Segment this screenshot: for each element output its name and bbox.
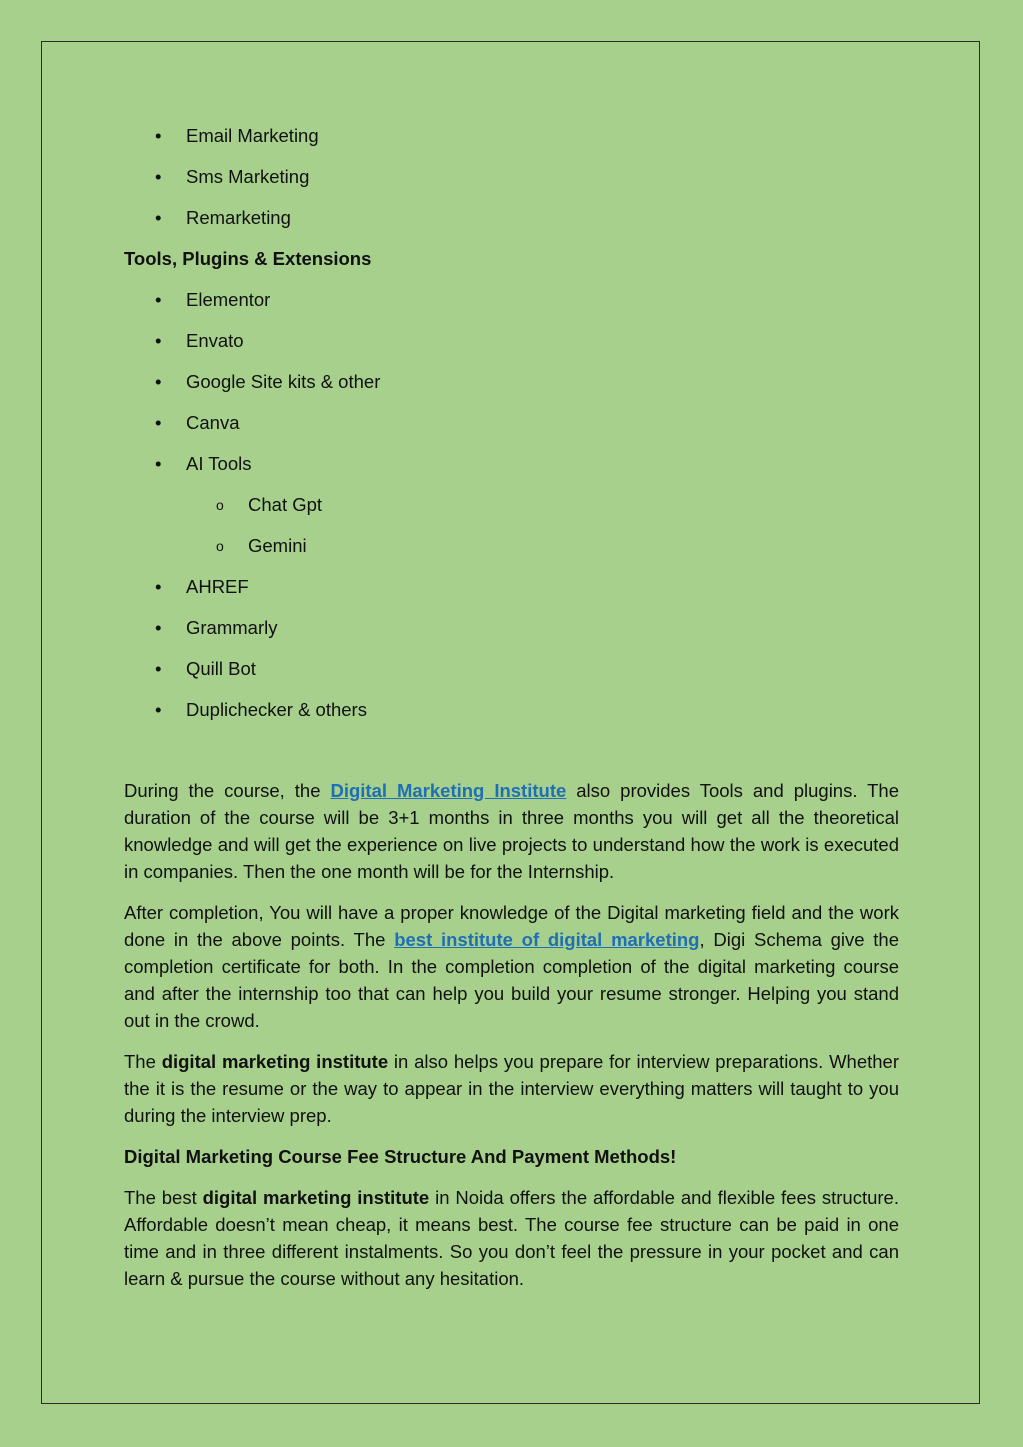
list-item-text: • Email Marketing [186, 125, 319, 146]
list-item-text: • Duplichecker & others [186, 699, 367, 720]
list-item-text: • Google Site kits & other [186, 371, 380, 392]
paragraph-text: During the course, the [124, 780, 331, 801]
document-content [124, 122, 899, 1306]
paragraph-text: , Digi Schema give the completion certificate for both. In the completion completion of the digital marketing course and after the internship too that can help you build your resume stronger. Helping you stand out in the crowd. [124, 929, 900, 1031]
list-item [124, 696, 899, 723]
paragraph-fees [124, 1184, 899, 1292]
paragraph-text: After completion, You will have a proper knowledge of the Digital marketing field and the work done in the above points. The [124, 902, 899, 950]
sub-list-item [186, 532, 899, 559]
list-item-text: • Canva [186, 412, 239, 433]
paragraph-text: in also helps you prepare for interview preparations. Whether the it is the resume or the way to appear in the interview everything matters will taught to you during the interview prep. [124, 1051, 899, 1126]
bold-text: digital marketing institute [161, 1051, 389, 1072]
marketing-list [124, 122, 899, 231]
paragraph-completion [124, 899, 899, 1034]
list-item [124, 450, 899, 559]
list-item-text: • Envato [186, 330, 244, 351]
list-item-text: • Sms Marketing [186, 166, 309, 187]
list-item [124, 409, 899, 436]
list-item [124, 614, 899, 641]
list-item [124, 327, 899, 354]
ai-tools-sublist [186, 491, 899, 559]
list-item [124, 122, 899, 149]
paragraph-text: The best [124, 1187, 203, 1208]
paragraph-text: in Noida offers the affordable and flexible fees structure. Affordable doesn’t mean cheap, it means best. The course fee structure can be paid in one time and in three different instalments. So you don’t feel the pressure in your pocket and can learn & pursue the course without any hesitation. [124, 1187, 899, 1289]
paragraph-text: also provides Tools and plugins. The duration of the course will be 3+1 months in three months you will get all the theoretical knowledge and will get the experience on live projects to understand how the work is executed in companies. Then the one month will be for the Internship. [124, 780, 899, 882]
paragraph-interview [124, 1048, 899, 1129]
list-item-text: • AI Tools [186, 453, 251, 474]
paragraph-text: The [124, 1051, 162, 1072]
bold-text: digital marketing institute [202, 1187, 430, 1208]
paragraph-course-duration [124, 777, 899, 885]
list-item-text: • Grammarly [186, 617, 277, 638]
list-item [124, 204, 899, 231]
fee-heading: Digital Marketing Course Fee Structure And Payment Methods! [124, 1146, 677, 1167]
sub-list-item [186, 491, 899, 518]
digital-marketing-institute-link[interactable]: Digital Marketing Institute [330, 780, 567, 801]
tools-list [124, 286, 899, 723]
list-item-text: • Quill Bot [186, 658, 256, 679]
tools-heading: Tools, Plugins & Extensions [124, 248, 372, 269]
list-item [124, 655, 899, 682]
list-item-text: • Elementor [186, 289, 270, 310]
list-item [124, 368, 899, 395]
list-item-text: • AHREF [186, 576, 249, 597]
list-item-text: • Remarketing [186, 207, 291, 228]
sub-list-item-text: o Gemini [248, 535, 307, 556]
best-institute-link[interactable]: best institute of digital marketing [394, 929, 700, 950]
spacer [124, 737, 899, 777]
list-item [124, 163, 899, 190]
list-item [124, 286, 899, 313]
list-item [124, 573, 899, 600]
sub-list-item-text: o Chat Gpt [248, 494, 322, 515]
